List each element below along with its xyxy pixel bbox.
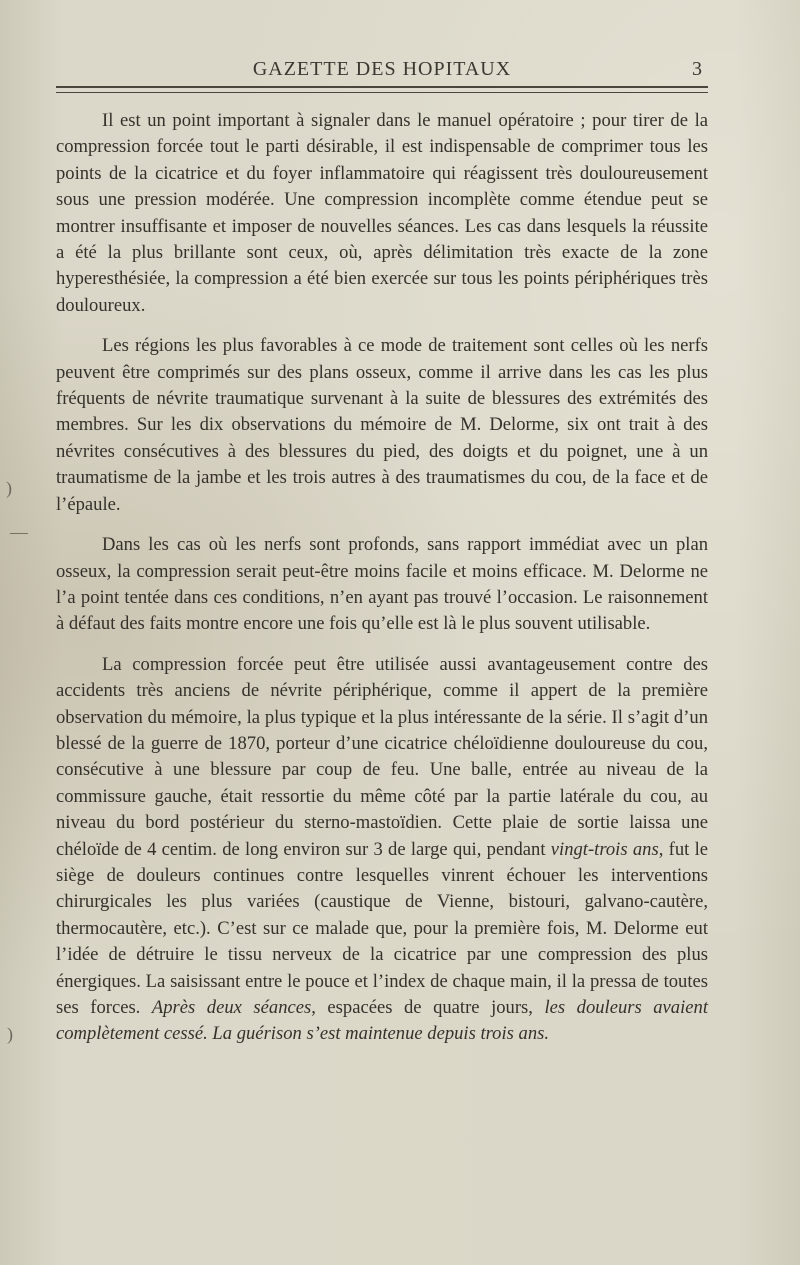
paragraph-3: Dans les cas où les nerfs sont profonds, sans rapport immédiat avec un plan osseux, la compression serait peut-être moins facile et moins efficace. M. Delorme ne l’a point tentée dans ces conditions, n’en ayant pas trouvé l’occasion. Le raisonnement à défaut des faits montre encore une fois qu’elle est là le plus souvent utilisable. [56, 534, 708, 635]
paragraph-4-text: , espacées de quatre jours, [311, 997, 545, 1018]
paragraph-4 [56, 652, 708, 1048]
margin-mark: ) [6, 478, 12, 498]
italic-sessions: Après deux séances [151, 997, 312, 1018]
paragraph-2: Les régions les plus favorables à ce mode de traitement sont celles où les nerfs peuvent être comprimés sur des plans osseux, comme il arrive dans les cas les plus fréquents de névrite traumatique survenant à la suite de blessures des extrémités des membres. Sur les dix observations du mémoire de M. Delorme, six ont trait à des névrites consécutives à des blessures du pied, des doigts et du poignet, une à un traumatisme de la jambe et les trois autres à des traumatismes du cou, de la face et de l’épaule. [56, 335, 708, 515]
paragraph-4-text: La compression forcée peut être utilisée aussi avantageusement contre des accidents très anciens de névrite périphérique, comme il appert de la première observation du mémoire, la plus typique et la plus intéressante de la série. Il s’agit d’un blessé de la guerre de 1870, porteur d’une cicatrice chéloïdienne douloureuse du cou, consécutive à une blessure par coup de feu. Une balle, entrée au niveau de la commissure gauche, était ressortie du même côté par la partie latérale du cou, au niveau du bord postérieur du sterno-mastoïdien. Cette plaie de sortie laissa une chéloïde de 4 centim. de long environ sur 3 de large qui, pendant [56, 653, 708, 860]
italic-duration: vingt-trois ans [550, 838, 659, 860]
page-title: GAZETTE DES HOPITAUX [252, 58, 512, 80]
body-text [56, 108, 708, 1048]
italic-result: les douleurs avaient complètement cessé. La guérison s’est maintenue depuis trois ans. [56, 997, 708, 1045]
paragraph-4-text: , fut le siège de douleurs continues contre lesquelles vinrent échouer les interventions chirurgicales les plus variées (caustique de Vienne, bistouri, galvano-cautère, thermocautère, etc.). C’est sur ce malade que, pour la première fois, M. Delorme eut l’idée de détruire le tissu nerveux de la cicatrice par une compression des plus énergiques. La saisissant entre le pouce et l’index de chaque main, il la pressa de toutes ses forces. [56, 838, 708, 1018]
document-page [56, 58, 708, 1062]
running-head [56, 58, 708, 90]
paragraph-1: Il est un point important à signaler dans le manuel opératoire ; pour tirer de la compression forcée tout le parti désirable, il est indispensable de comprimer tous les points de la cicatrice et du foyer inflammatoire qui réagissent très douloureusement sous une pression modérée. Une compression incomplète comme étendue peut se montrer insuffisante et imposer de nouvelles séances. Les cas dans lesquels la réussite a été la plus brillante sont ceux, où, après délimitation très exacte de la zone hyperesthésiée, la compression a été bien exercée sur tous les points périphériques très douloureux. [56, 110, 708, 316]
header-rule [56, 86, 708, 93]
margin-mark: ) [7, 1024, 13, 1044]
page-number: 3 [692, 58, 702, 80]
margin-mark: — [10, 522, 28, 542]
